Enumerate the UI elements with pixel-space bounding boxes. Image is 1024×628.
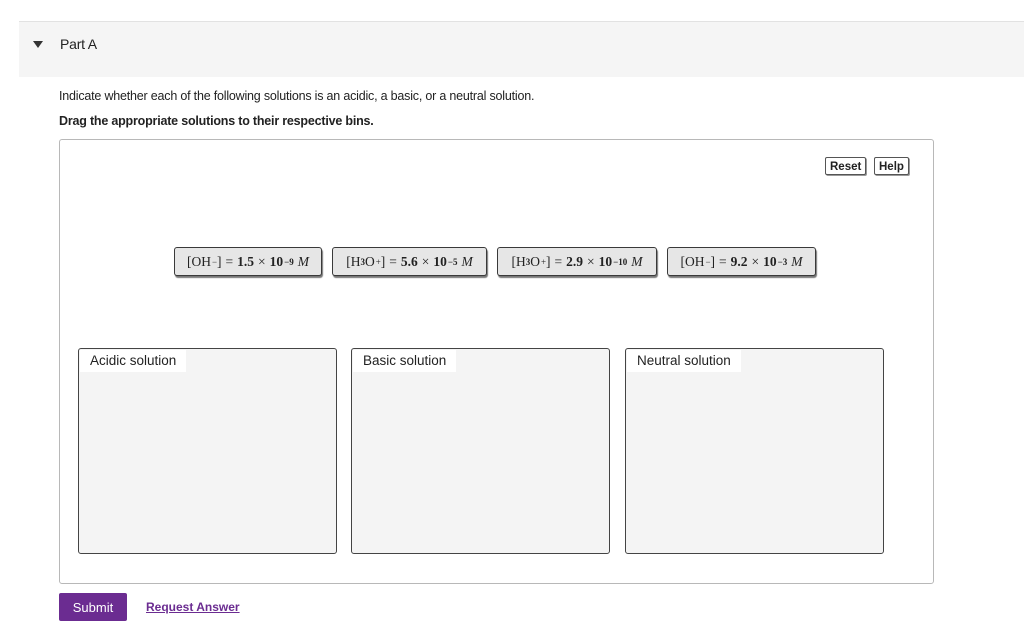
chip-charge: + xyxy=(375,256,381,267)
chip-times: × xyxy=(587,253,595,269)
bin-neutral[interactable] xyxy=(625,348,884,554)
bin-acidic[interactable] xyxy=(78,348,337,554)
caret-down-icon[interactable] xyxy=(33,41,43,48)
bin-label: Basic solution xyxy=(353,350,456,372)
chip-species: [OH xyxy=(186,253,211,269)
chip-species2: O xyxy=(364,253,375,269)
part-header[interactable] xyxy=(19,22,1024,77)
chip-base: 10 xyxy=(598,253,613,269)
chip-exponent: −9 xyxy=(284,256,294,267)
chip-mantissa: 2.9 xyxy=(566,253,584,269)
chip-charge: + xyxy=(540,256,547,267)
chip-species2: O xyxy=(530,253,540,269)
chip-unit: M xyxy=(791,253,803,269)
chip-mantissa: 1.5 xyxy=(237,253,255,269)
chip-exponent: −10 xyxy=(613,256,628,267)
bin-label: Acidic solution xyxy=(80,350,186,372)
chip-unit: M xyxy=(461,253,473,269)
chip-equals: = xyxy=(719,253,727,269)
draggable-chip[interactable] xyxy=(174,247,322,276)
chip-equals: = xyxy=(389,253,397,269)
chip-times: × xyxy=(421,253,430,269)
reset-button[interactable]: Reset xyxy=(825,157,866,175)
chip-close: ] xyxy=(380,253,386,269)
draggable-chip[interactable] xyxy=(332,247,487,276)
draggable-chip[interactable] xyxy=(497,247,657,276)
drag-drop-workspace xyxy=(59,139,934,584)
submit-button[interactable]: Submit xyxy=(59,593,127,621)
chip-base: 10 xyxy=(763,253,777,269)
help-button[interactable]: Help xyxy=(874,157,909,175)
chip-times: × xyxy=(751,253,760,269)
draggable-chip[interactable] xyxy=(667,247,816,276)
chip-species: [OH xyxy=(680,253,705,269)
chip-times: × xyxy=(258,253,266,269)
chip-unit: M xyxy=(297,253,310,269)
chip-equals: = xyxy=(225,253,234,269)
chip-mantissa: 5.6 xyxy=(400,253,418,269)
chip-unit: M xyxy=(631,253,643,269)
chip-base: 10 xyxy=(269,253,284,269)
chip-base: 10 xyxy=(433,253,447,269)
bin-basic[interactable] xyxy=(351,348,610,554)
chip-equals: = xyxy=(554,253,563,269)
part-title: Part A xyxy=(60,36,97,52)
chip-species: [H xyxy=(346,253,361,269)
chip-species: [H xyxy=(511,253,526,269)
bin-label: Neutral solution xyxy=(627,350,741,372)
chip-exponent: −3 xyxy=(777,256,788,267)
instruction-text: Indicate whether each of the following solutions is an acidic, a basic, or a neutral solution. xyxy=(59,89,535,103)
chip-subscript: 3 xyxy=(525,256,531,267)
chip-close: ] xyxy=(217,253,222,269)
instruction-bold: Drag the appropriate solutions to their respective bins. xyxy=(59,114,374,128)
chip-exponent: −5 xyxy=(447,256,458,267)
chip-charge: − xyxy=(211,256,218,267)
chip-mantissa: 9.2 xyxy=(730,253,748,269)
chip-close: ] xyxy=(710,253,716,269)
request-answer-link[interactable]: Request Answer xyxy=(146,600,240,614)
chip-subscript: 3 xyxy=(360,256,365,267)
chip-close: ] xyxy=(546,253,551,269)
chip-charge: − xyxy=(705,256,711,267)
